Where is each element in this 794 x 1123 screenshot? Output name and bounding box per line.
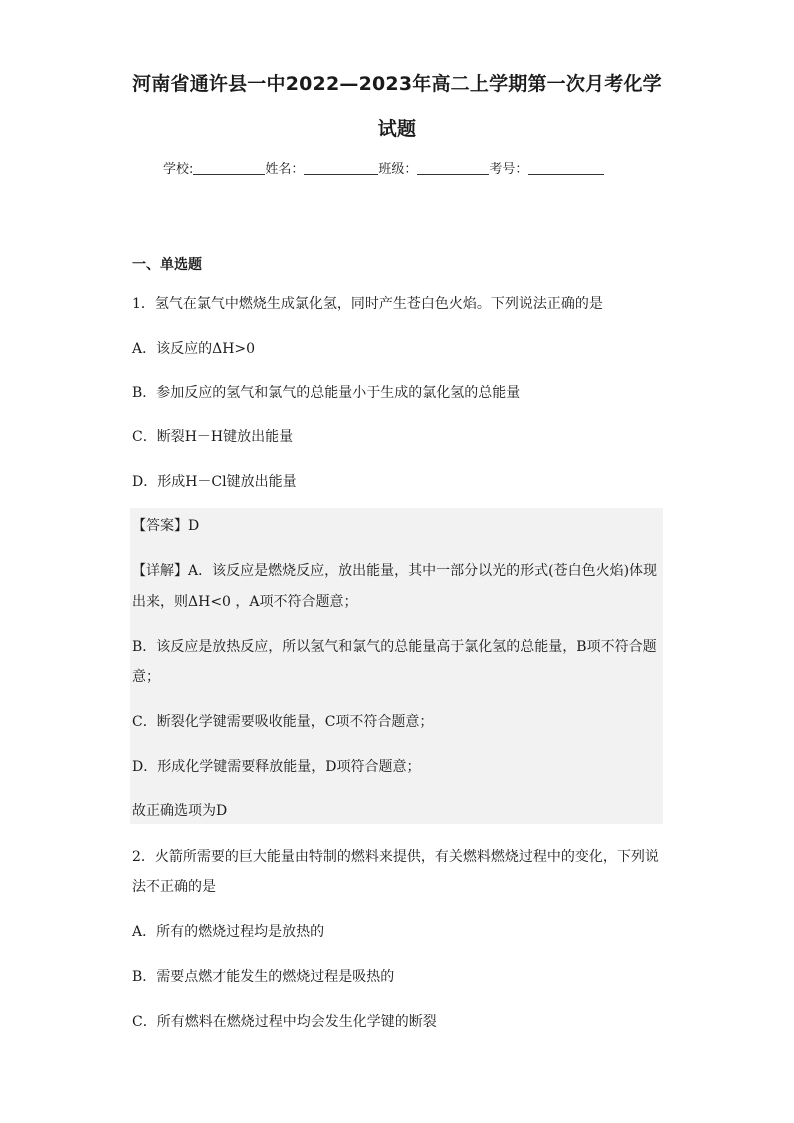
q2-option-b: B．需要点燃才能发生的燃烧过程是吸热的 bbox=[132, 969, 395, 985]
exam-title-line1: 河南省通许县一中2022—2023年高二上学期第一次月考化学 bbox=[132, 73, 662, 95]
section-title: 一、单选题 bbox=[132, 257, 202, 273]
class-label: 班级： bbox=[378, 162, 418, 177]
exam-title-line2: 试题 bbox=[377, 118, 417, 140]
q2-option-a: A．所有的燃烧过程均是放热的 bbox=[132, 924, 325, 940]
school-blank[interactable] bbox=[193, 160, 265, 175]
q1-option-b: B．参加反应的氢气和氯气的总能量小于生成的氯化氢的总能量 bbox=[132, 385, 521, 401]
q1-explanation-line: C．断裂化学键需要吸收能量，C项不符合题意； bbox=[132, 714, 434, 730]
q1-stem: 1．氢气在氯气中燃烧生成氯化氢，同时产生苍白色火焰。下列说法正确的是 bbox=[132, 296, 603, 312]
name-blank[interactable] bbox=[304, 160, 378, 175]
answer-block bbox=[130, 508, 663, 824]
exam-no-label: 考号： bbox=[489, 162, 529, 177]
q2-stem-line1: 2．火箭所需要的巨大能量由特制的燃料来提供，有关燃料燃烧过程中的变化，下列说 bbox=[132, 849, 659, 865]
class-blank[interactable] bbox=[417, 160, 489, 175]
q1-answer: 【答案】D bbox=[132, 518, 200, 534]
q1-option-d: D．形成H－Cl键放出能量 bbox=[132, 474, 297, 490]
school-label: 学校: bbox=[163, 162, 194, 177]
student-info-row bbox=[163, 158, 604, 177]
q1-explanation-line: 意； bbox=[132, 669, 160, 685]
q1-explanation-line: 出来，则ΔH<0 ，A项不符合题意； bbox=[132, 594, 358, 610]
q1-explanation-line: B．该反应是放热反应，所以氢气和氯气的总能量高于氯化氢的总能量，B项不符合题 bbox=[132, 639, 657, 655]
q1-option-c: C．断裂H－H键放出能量 bbox=[132, 429, 294, 445]
q1-explanation-line: D．形成化学键需要释放能量，D项符合题意； bbox=[132, 759, 421, 775]
q1-explanation-line: 【详解】A．该反应是燃烧反应，放出能量，其中一部分以光的形式(苍白色火焰)体现 bbox=[132, 563, 658, 579]
q1-option-a: A．该反应的ΔH>0 bbox=[132, 341, 256, 357]
name-label: 姓名： bbox=[265, 162, 305, 177]
exam-no-blank[interactable] bbox=[528, 160, 604, 175]
q2-stem-line2: 法不正确的是 bbox=[132, 879, 216, 895]
q1-explanation-line: 故正确选项为D bbox=[132, 803, 228, 819]
q2-option-c: C．所有燃料在燃烧过程中均会发生化学键的断裂 bbox=[132, 1014, 437, 1030]
